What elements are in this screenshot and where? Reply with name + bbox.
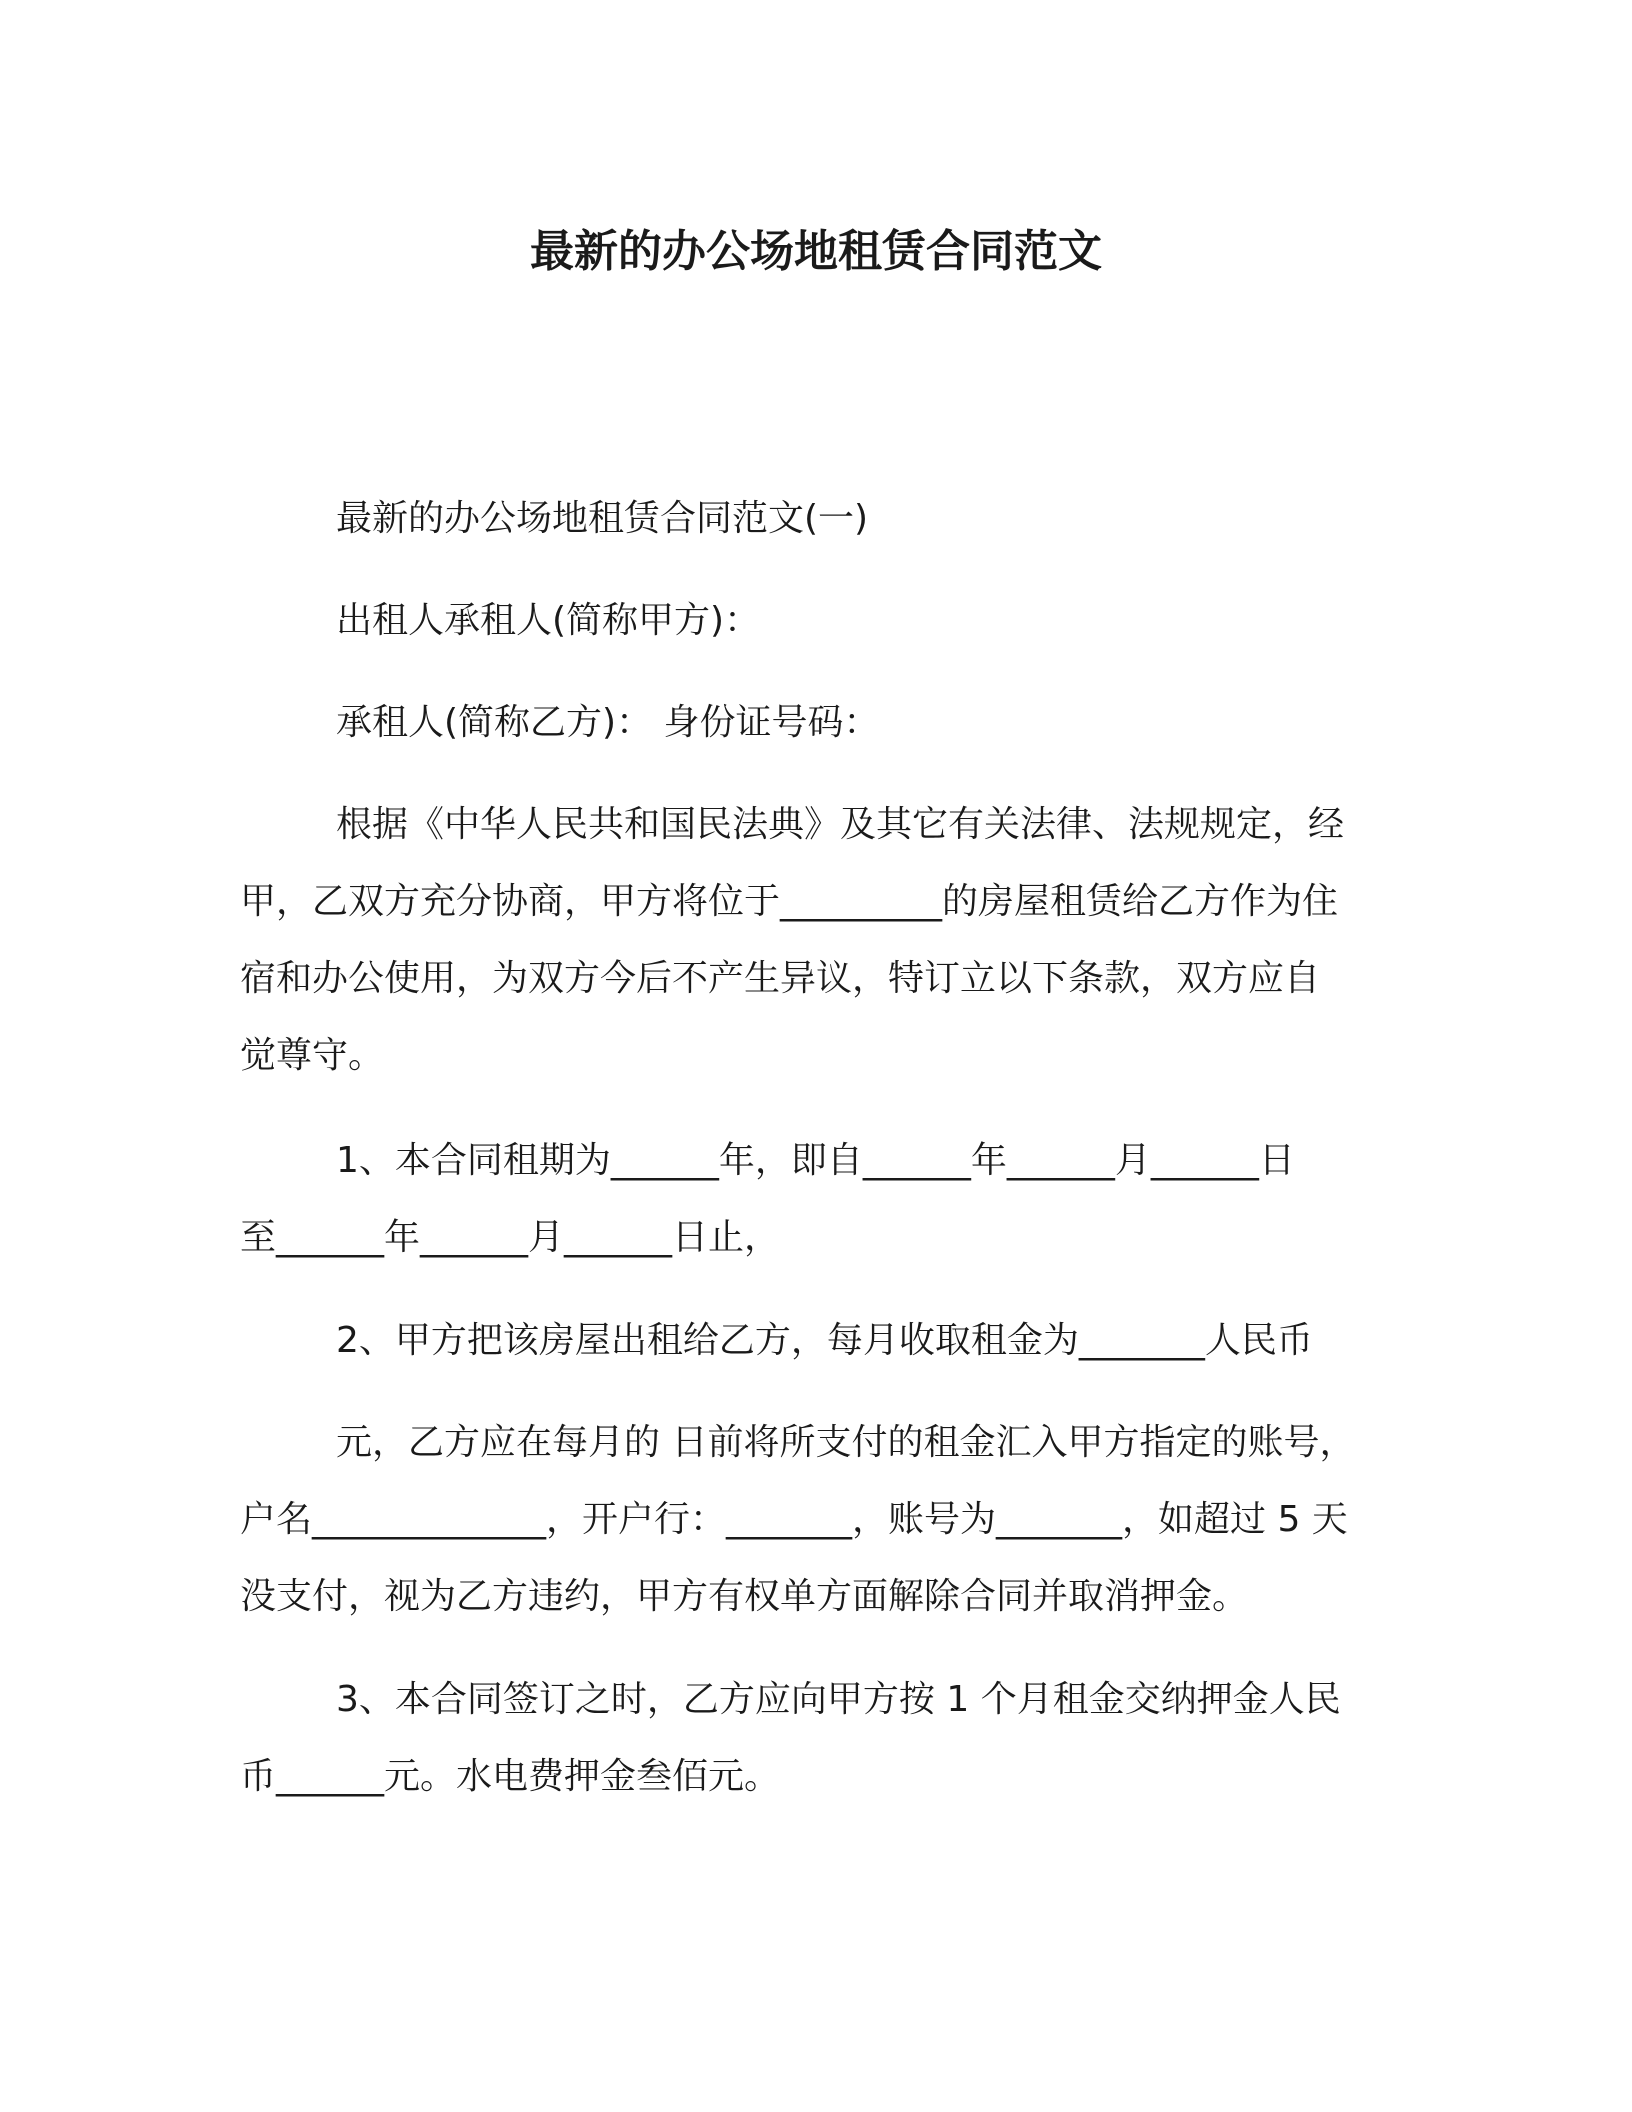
document-subtitle: 最新的办公场地租赁合同范文(一) xyxy=(336,498,869,539)
clause1-line-2: 至______年______月______日止， xyxy=(240,1217,781,1258)
clause2-line-2: 户名_____________，开户行：_______，账号为_______，如超过 5 天 xyxy=(240,1499,1348,1540)
party-b-line: 承租人(简称乙方)： 身份证号码： xyxy=(336,702,880,743)
clause3-line-2: 币______元。水电费押金叁佰元。 xyxy=(240,1756,781,1797)
clause3-line-1: 3、本合同签订之时，乙方应向甲方按 1 个月租金交纳押金人民 xyxy=(336,1679,1341,1720)
clause1-line-1: 1、本合同租期为______年，即自______年______月______日 xyxy=(336,1140,1295,1181)
intro-line-1: 根据《中华人民共和国民法典》及其它有关法律、法规规定，经 xyxy=(336,804,1345,845)
intro-line-4: 觉尊守。 xyxy=(240,1035,385,1076)
clause2-line-1: 元，乙方应在每月的 日前将所支付的租金汇入甲方指定的账号， xyxy=(336,1422,1356,1463)
document-title: 最新的办公场地租赁合同范文 xyxy=(530,226,1102,277)
clause2-line-3: 没支付，视为乙方违约，甲方有权单方面解除合同并取消押金。 xyxy=(240,1576,1249,1617)
intro-line-2: 甲，乙双方充分协商，甲方将位于_________的房屋租赁给乙方作为住 xyxy=(240,881,1339,922)
party-a-line: 出租人承租人(简称甲方)： xyxy=(336,600,761,641)
clause2-head: 2、甲方把该房屋出租给乙方，每月收取租金为_______人民币 xyxy=(336,1320,1313,1361)
intro-line-3: 宿和办公使用，为双方今后不产生异议，特订立以下条款，双方应自 xyxy=(240,958,1321,999)
